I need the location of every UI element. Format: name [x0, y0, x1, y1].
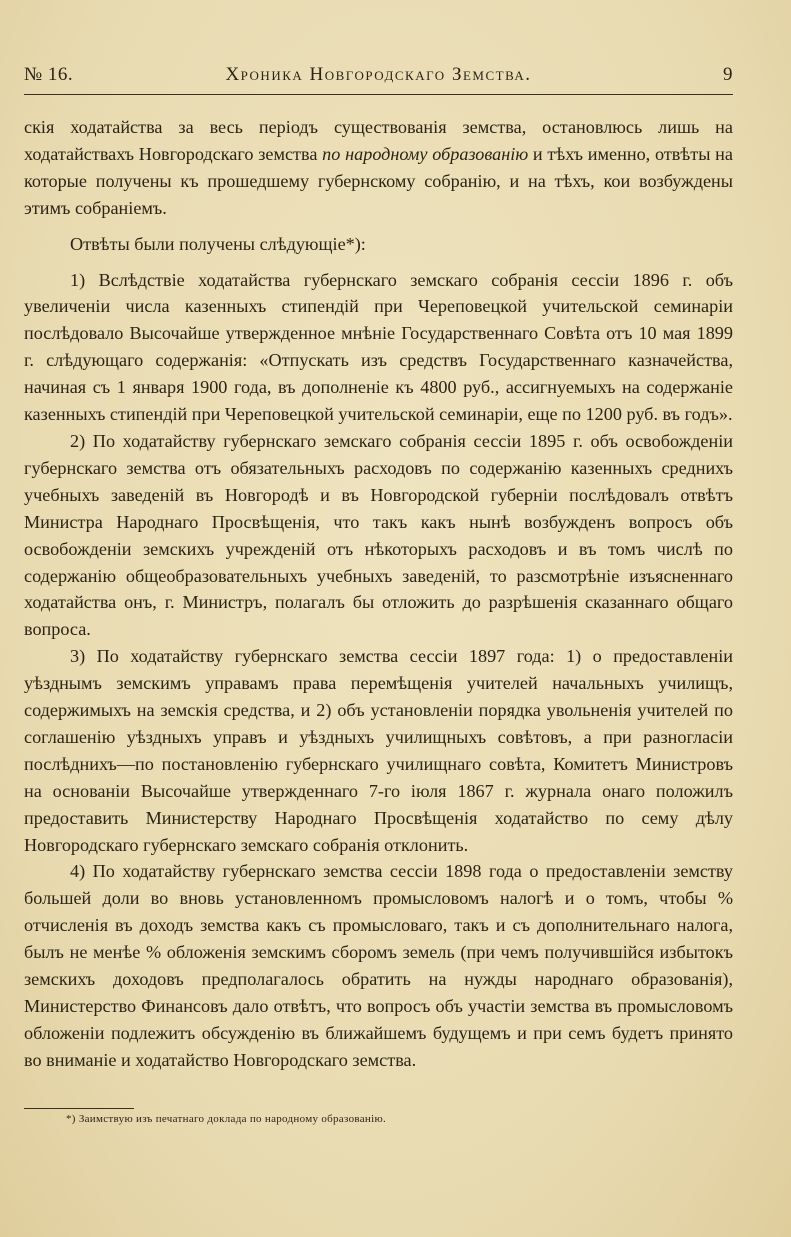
lead-paragraph: Отвѣты были получены слѣдующіе*): — [70, 233, 366, 254]
item-paragraph-1: 1) Вслѣдствіе ходатайства губернскаго земскаго собранія сессіи 1896 г. объ увеличеніи числа казенныхъ стипендій при Череповецкой учительской семинаріи послѣдовало Высочайше утвержденное мнѣніе Государственнаго Совѣта отъ 10 мая 1899 г. слѣдующаго содержанія: «Отпускать изъ средствъ Государственнаго казначейства, начиная съ 1 января 1900 года, въ дополненіе къ 4800 руб., ассигнуемыхъ на содержаніе казенныхъ стипендій при Череповецкой учительской семинаріи, еще по 1200 руб. въ годъ». — [24, 269, 733, 425]
intro-emphasis: по народному образованію — [322, 143, 529, 164]
intro-text-start: скія ходатайства за весь періодъ существованія земства, остановлюсь лишь на ходатайствахъ Новгородскаго земства — [24, 117, 733, 164]
running-title: Хроника Новгородскаго Земства. — [225, 64, 532, 85]
header-rule — [24, 94, 733, 95]
intro-text-end: и тѣхъ именно, отвѣты на которые получены къ прошедшему губернскому собранію, и на тѣхъ, кои возбуждены этимъ собраніемъ. — [24, 143, 733, 218]
item-paragraph-4: 4) По ходатайству губернскаго земства сессіи 1898 года о предоставленіи земству большей доли во вновь установленномъ промысловомъ налогѣ и о томъ, чтобы % отчисленія въ доходъ земства какъ съ промысловаго, такъ и съ дополнительнаго налога, былъ не менѣе % обложенія земскимъ сборомъ земель (при чемъ получившійся избытокъ земскихъ доходовъ предполагалось обратить на нужды народнаго образованія), Министерство Финансовъ дало отвѣтъ, что вопросъ объ участіи земства въ промысловомъ обложеніи подлежитъ обсужденію въ ближайшемъ будущемъ и при семъ будетъ принято во вниманіе и ходатайство Новгородскаго земства. — [24, 861, 733, 1070]
intro-paragraph — [24, 114, 733, 222]
issue-number: № 16. — [24, 64, 74, 85]
page-number: 9 — [723, 64, 733, 85]
footnote-rule — [24, 1108, 134, 1109]
item-paragraph-2: 2) По ходатайству губернскаго земскаго собранія сессіи 1895 г. объ освобожденіи губернскаго земства отъ обязательныхъ расходовъ по содержанію казенныхъ среднихъ учебныхъ заведеній въ Новгородѣ и въ Новгородской губерніи послѣдовалъ отвѣтъ Министра Народнаго Просвѣщенія, что такъ какъ нынѣ возбужденъ вопросъ объ освобожденіи земскихъ учрежденій отъ нѣкоторыхъ расходовъ и въ томъ числѣ по содержанію общеобразовательныхъ учебныхъ заведеній, то разсмотрѣніе изъясненнаго ходатайства онъ, г. Министръ, полагалъ бы отложить до разрѣшенія сказаннаго общаго вопроса. — [24, 430, 733, 640]
running-header — [24, 64, 733, 94]
item-paragraph-3: 3) По ходатайству губернскаго земства сессіи 1897 года: 1) о предоставленіи уѣзднымъ земскимъ управамъ права перемѣщенія учителей начальныхъ училищъ, содержимыхъ на земскія средства, и 2) объ установленіи порядка увольненія учителей по соглашенію уѣздныхъ управъ и уѣздныхъ училищныхъ совѣтовъ, а при разногласіи послѣднихъ—по постановленію губернскаго училищнаго совѣта, Комитетъ Министровъ на основаніи Высочайше утвержденнаго 7-го іюля 1867 г. журнала онаго положилъ предоставить Министерству Народнаго Просвѣщенія ходатайство по сему дѣлу Новгородскаго губернскаго земскаго собранія отклонить. — [24, 646, 733, 855]
main-text — [24, 114, 733, 1074]
footnote: *) Заимствую изъ печатнаго доклада по народному образованію. — [66, 1113, 387, 1125]
